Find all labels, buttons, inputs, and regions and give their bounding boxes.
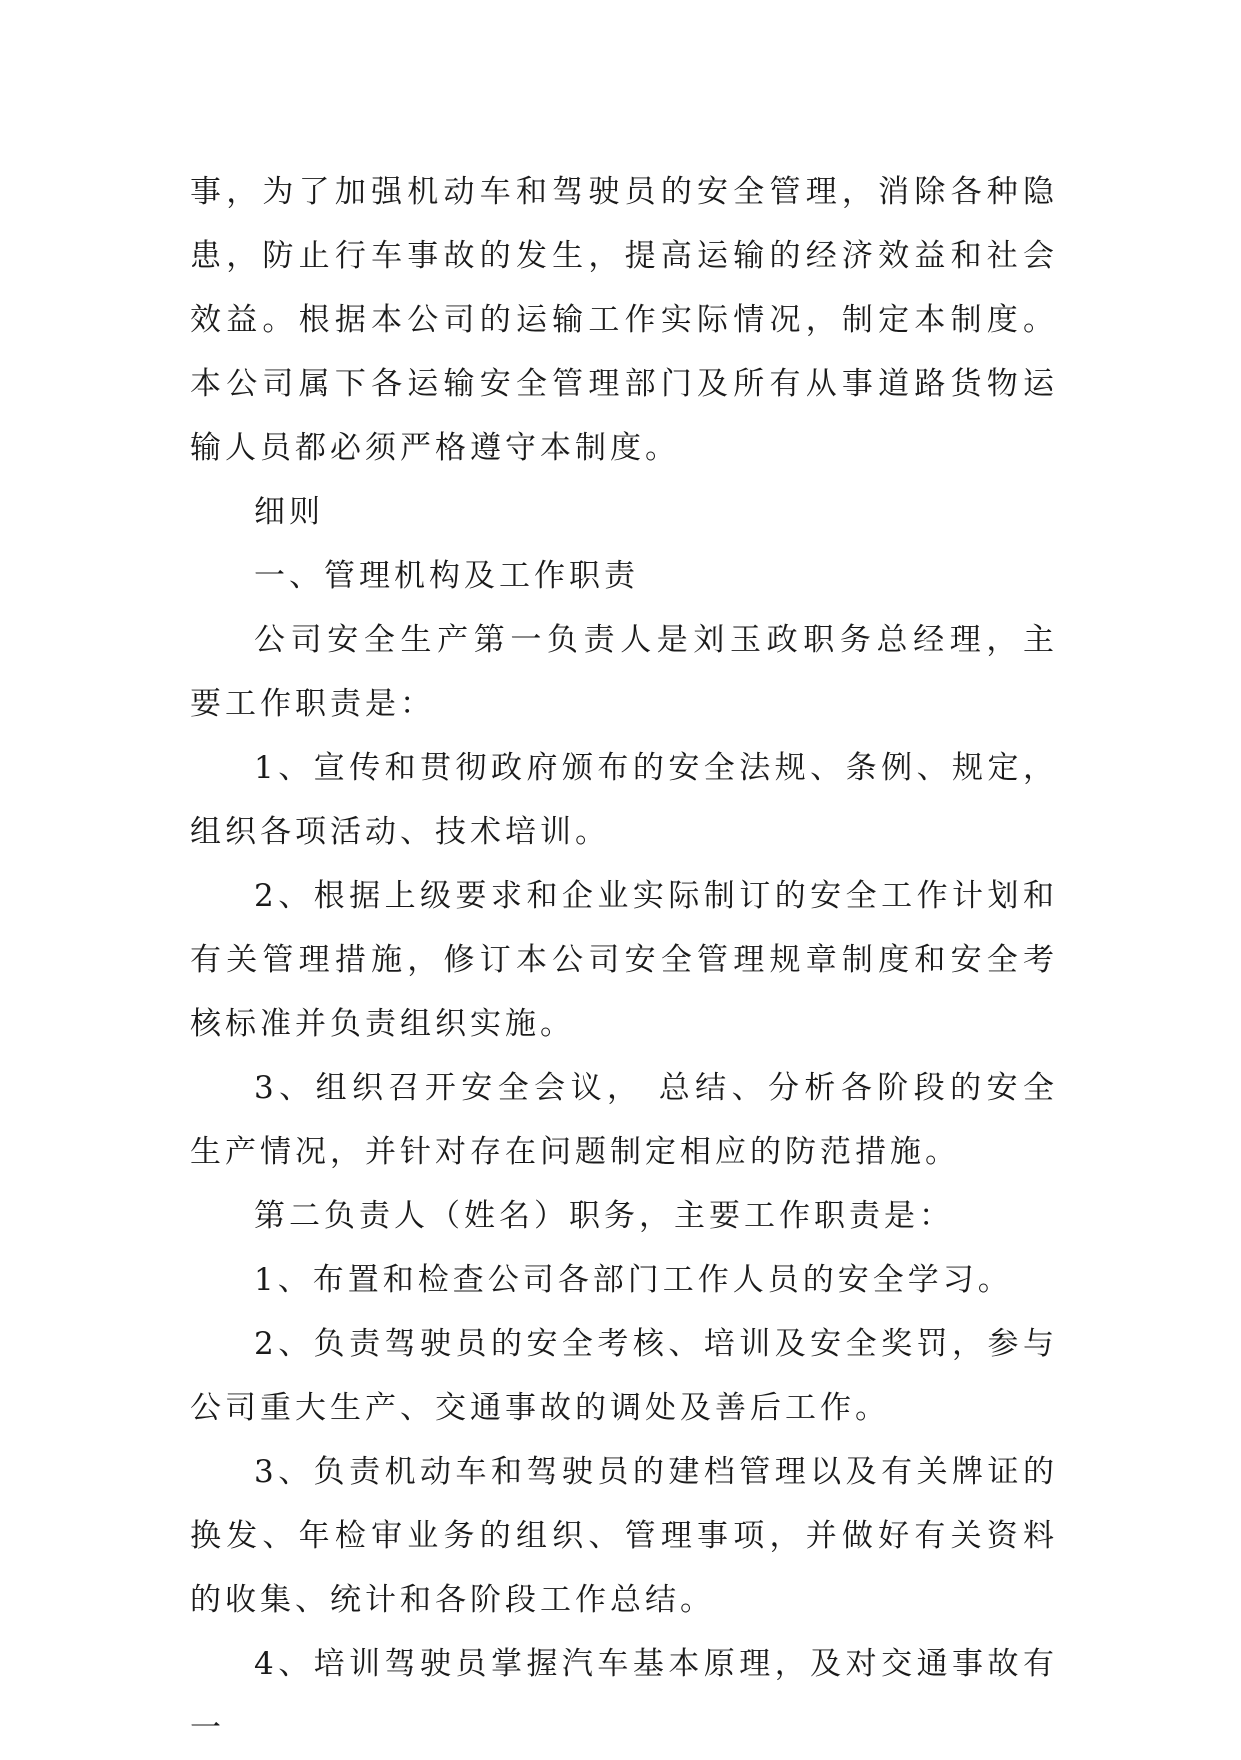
list-item: 1、布置和检查公司各部门工作人员的安全学习。 xyxy=(254,1262,1013,1298)
document-body xyxy=(190,160,1058,1760)
list-item: 2、根据上级要求和企业实际制订的安全工作计划和有关管理措施，修订本公司安全管理规章制度和安全考核标准并负责组织实施。 xyxy=(190,878,1058,1042)
heading-rules: 细则 xyxy=(254,494,324,530)
section-heading-1: 一、管理机构及工作职责 xyxy=(254,558,639,594)
paragraph-first-responsible: 公司安全生产第一负责人是刘玉政职务总经理，主要工作职责是： xyxy=(190,622,1058,722)
paragraph-intro: 事，为了加强机动车和驾驶员的安全管理，消除各种隐患，防止行车事故的发生，提高运输的经济效益和社会效益。根据本公司的运输工作实际情况，制定本制度。本公司属下各运输安全管理部门及所有从事道路货物运输人员都必须严格遵守本制度。 xyxy=(190,174,1058,466)
list-item: 1、宣传和贯彻政府颁布的安全法规、条例、规定，组织各项活动、技术培训。 xyxy=(190,750,1058,850)
list-item: 3、负责机动车和驾驶员的建档管理以及有关牌证的换发、年检审业务的组织、管理事项，并做好有关资料的收集、统计和各阶段工作总结。 xyxy=(190,1454,1058,1618)
list-item: 2、负责驾驶员的安全考核、培训及安全奖罚，参与公司重大生产、交通事故的调处及善后工作。 xyxy=(190,1326,1058,1426)
list-item: 4、培训驾驶员掌握汽车基本原理，及对交通事故有一 xyxy=(190,1646,1058,1746)
list-item: 3、组织召开安全会议， 总结、分析各阶段的安全生产情况，并针对存在问题制定相应的防范措施。 xyxy=(190,1070,1058,1170)
paragraph-second-responsible: 第二负责人（姓名）职务，主要工作职责是： xyxy=(254,1198,954,1234)
